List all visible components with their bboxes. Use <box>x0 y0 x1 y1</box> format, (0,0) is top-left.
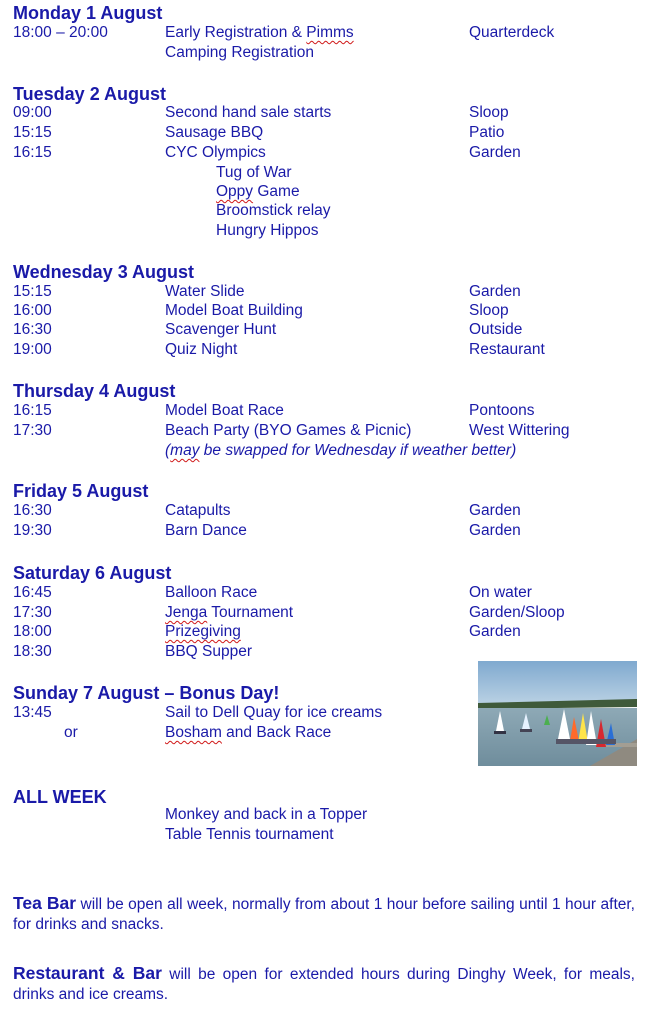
event-time: 16:00 <box>13 302 52 319</box>
event-row <box>0 104 672 124</box>
event-row <box>0 283 672 303</box>
event-row <box>0 604 672 624</box>
event-time: 18:30 <box>13 643 52 660</box>
dinghy-photo <box>478 661 637 766</box>
event-time: 13:45 <box>13 704 52 721</box>
event-name: Quiz Night <box>165 341 238 358</box>
event-name: CYC Olympics <box>165 144 266 161</box>
event-name: Sail to Dell Quay for ice creams <box>165 704 383 721</box>
tea-bar-paragraph: Tea Bar will be open all week, normally from about 1 hour before sailing until 1 hour after, for drinks and snacks. <box>13 893 635 933</box>
heading-friday: Friday 5 August <box>13 481 149 501</box>
event-row <box>0 402 672 422</box>
event-row <box>0 302 672 322</box>
event-time: 16:30 <box>13 321 52 338</box>
heading-all-week: ALL WEEK <box>13 787 107 807</box>
event-row <box>0 522 672 542</box>
event-row <box>0 623 672 643</box>
heading-tuesday: Tuesday 2 August <box>13 84 167 104</box>
event-name: Early Registration & Pimms <box>165 24 354 41</box>
event-name: Catapults <box>165 502 231 519</box>
event-location: Quarterdeck <box>469 24 555 41</box>
event-name: Beach Party (BYO Games & Picnic) <box>165 422 412 439</box>
event-name: Balloon Race <box>165 584 258 601</box>
event-row <box>0 422 672 442</box>
event-name: Scavenger Hunt <box>165 321 277 338</box>
event-location: Garden/Sloop <box>469 604 565 621</box>
event-time: 19:00 <box>13 341 52 358</box>
all-week-item: Table Tennis tournament <box>165 826 334 843</box>
olympics-item: Hungry Hippos <box>216 222 319 239</box>
event-time: 17:30 <box>13 604 52 621</box>
event-time: 16:45 <box>13 584 52 601</box>
event-name: Model Boat Building <box>165 302 303 319</box>
event-row <box>0 144 672 164</box>
event-row <box>0 643 672 663</box>
weather-note: (may be swapped for Wednesday if weather better) <box>165 442 517 459</box>
event-name: Prizegiving <box>165 623 241 640</box>
event-location: Sloop <box>469 302 509 319</box>
event-location: Garden <box>469 623 521 640</box>
event-time: 18:00 <box>13 623 52 640</box>
event-row <box>0 44 672 64</box>
event-name: Camping Registration <box>165 44 315 61</box>
event-row <box>0 584 672 604</box>
heading-monday: Monday 1 August <box>13 3 163 23</box>
event-location: Garden <box>469 144 521 161</box>
event-time: 18:00 – 20:00 <box>13 24 108 41</box>
heading-saturday: Saturday 6 August <box>13 563 172 583</box>
event-location: Patio <box>469 124 505 141</box>
event-name: BBQ Supper <box>165 643 253 660</box>
event-row <box>0 502 672 522</box>
event-time: 15:15 <box>13 124 52 141</box>
event-time: or <box>64 724 78 741</box>
event-location: Outside <box>469 321 523 338</box>
event-location: Pontoons <box>469 402 535 419</box>
event-row <box>0 24 672 44</box>
event-time: 19:30 <box>13 522 52 539</box>
event-location: Restaurant <box>469 341 545 358</box>
event-time: 09:00 <box>13 104 52 121</box>
event-time: 15:15 <box>13 283 52 300</box>
event-name: Model Boat Race <box>165 402 284 419</box>
all-week-item: Monkey and back in a Topper <box>165 806 368 823</box>
event-location: Garden <box>469 522 521 539</box>
event-time: 16:15 <box>13 144 52 161</box>
event-location: Garden <box>469 283 521 300</box>
event-name: Bosham and Back Race <box>165 724 332 741</box>
olympics-item: Broomstick relay <box>216 202 331 219</box>
heading-wednesday: Wednesday 3 August <box>13 262 195 282</box>
heading-sunday: Sunday 7 August – Bonus Day! <box>13 683 280 703</box>
event-name: Jenga Tournament <box>165 604 294 621</box>
olympics-item: Tug of War <box>216 164 292 181</box>
olympics-item: Oppy Game <box>216 183 300 200</box>
event-name: Second hand sale starts <box>165 104 332 121</box>
event-name: Sausage BBQ <box>165 124 264 141</box>
event-row <box>0 124 672 144</box>
event-name: Barn Dance <box>165 522 247 539</box>
event-location: West Wittering <box>469 422 570 439</box>
event-location: Garden <box>469 502 521 519</box>
restaurant-paragraph: Restaurant & Bar will be open for extended hours during Dinghy Week, for meals, drinks and ice creams. <box>13 963 635 1003</box>
event-row <box>0 321 672 341</box>
tea-bar-label: Tea Bar <box>13 893 77 913</box>
event-row <box>0 341 672 361</box>
event-name: Water Slide <box>165 283 245 300</box>
restaurant-label: Restaurant & Bar <box>13 963 162 983</box>
event-time: 17:30 <box>13 422 52 439</box>
heading-thursday: Thursday 4 August <box>13 381 176 401</box>
event-location: Sloop <box>469 104 509 121</box>
event-time: 16:30 <box>13 502 52 519</box>
event-location: On water <box>469 584 532 601</box>
event-time: 16:15 <box>13 402 52 419</box>
